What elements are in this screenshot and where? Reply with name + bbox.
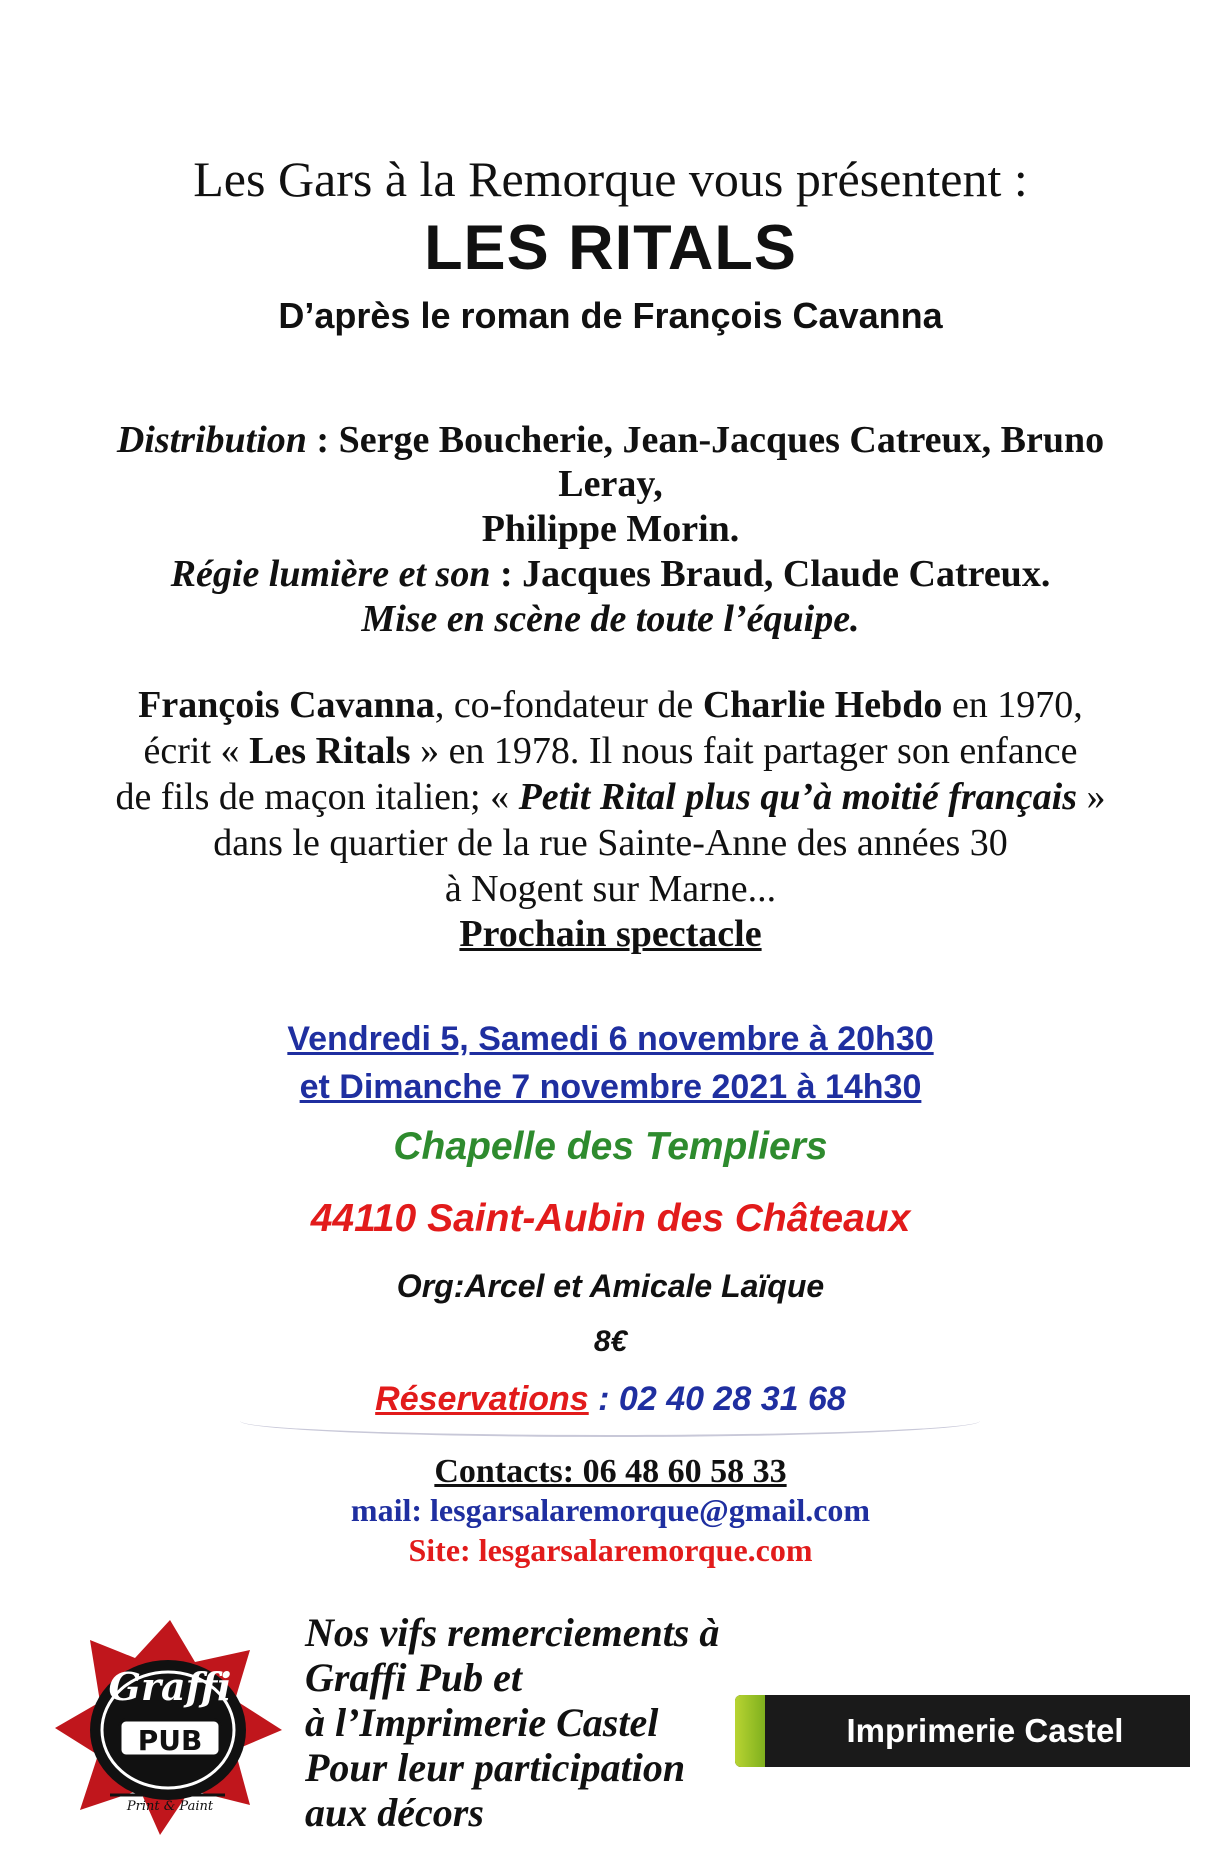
author-name: François Cavanna [138,684,435,726]
desc-text: » [1077,776,1106,818]
event-organizer: Org:Arcel et Amicale Laïque [396,1268,825,1304]
desc-text: écrit « [143,730,250,772]
show-title: LES RITALS [424,213,797,283]
distribution-line-2: Leray, [558,463,663,505]
desc-text: en 1970, [942,684,1083,726]
graffi-text: Graffi [108,1664,232,1709]
description-line-4: dans le quartier de la rue Sainte-Anne des années 30 [213,822,1008,864]
event-price: 8€ [593,1325,628,1358]
contact-site[interactable]: Site: lesgarsalaremorque.com [408,1532,813,1568]
thanks-line-3: à l’Imprimerie Castel [305,1700,659,1745]
distribution-line-3: Philippe Morin. [481,508,740,550]
description-line-2 [0,728,1221,774]
thanks-line-2: Graffi Pub et [305,1655,523,1700]
charlie-hebdo: Charlie Hebdo [702,684,943,726]
regie-sep: : [490,553,523,595]
regie-names: Jacques Braud, Claude Catreux. [522,553,1051,595]
description-line-1 [0,682,1221,728]
show-subtitle: D’après le roman de François Cavanna [278,295,943,336]
desc-text: de fils de maçon italien; « [115,776,519,818]
distribution-label: Distribution [116,419,307,461]
thanks-block [305,1610,719,1835]
event-city: 44110 Saint-Aubin des Châteaux [310,1197,911,1240]
desc-text: , co-fondateur de [434,684,703,726]
quote: Petit Rital plus qu’à moitié français [518,776,1078,818]
distribution-sep: : [306,419,339,461]
description-line-5: à Nogent sur Marne... [444,868,777,910]
contact-phone: Contacts: 06 48 60 58 33 [434,1453,787,1490]
reservations-phone: : 02 40 28 31 68 [588,1380,846,1418]
reservations-label: Réservations [375,1380,589,1418]
next-show-heading: Prochain spectacle [459,913,762,955]
thanks-line-5: aux décors [305,1790,484,1835]
pub-text: PUB [137,1724,203,1757]
distribution-names-1: Serge Boucherie, Jean-Jacques Catreux, Bruno [338,419,1105,461]
desc-text: » en 1978. Il nous fait partager son enfance [410,730,1078,772]
event-venue: Chapelle des Templiers [393,1125,828,1168]
description-line-3 [0,774,1221,820]
regie-label: Régie lumière et son [170,553,491,595]
book-title: Les Ritals [249,730,411,772]
mise-en-scene: Mise en scène de toute l’équipe. [361,598,860,640]
intro-line: Les Gars à la Remorque vous présentent : [193,151,1028,207]
thanks-line-4: Pour leur participation [305,1745,686,1790]
decorative-curve [240,1405,980,1437]
thanks-line-1: Nos vifs remerciements à [305,1610,720,1655]
event-dates-1: Vendredi 5, Samedi 6 novembre à 20h30 [287,1020,934,1058]
graffi-pub-logo [50,1610,290,1840]
castel-accent-bar [735,1695,765,1767]
contact-mail[interactable]: mail: lesgarsalaremorque@gmail.com [350,1492,871,1528]
graffi-pub-emblem [50,1610,290,1840]
graffi-tagline: Print & Paint [126,1799,214,1814]
event-dates-2: et Dimanche 7 novembre 2021 à 14h30 [299,1068,922,1106]
distribution-line-1 [0,418,1221,462]
regie-line [0,552,1221,596]
castel-logo-text: Imprimerie Castel [846,1712,1124,1749]
